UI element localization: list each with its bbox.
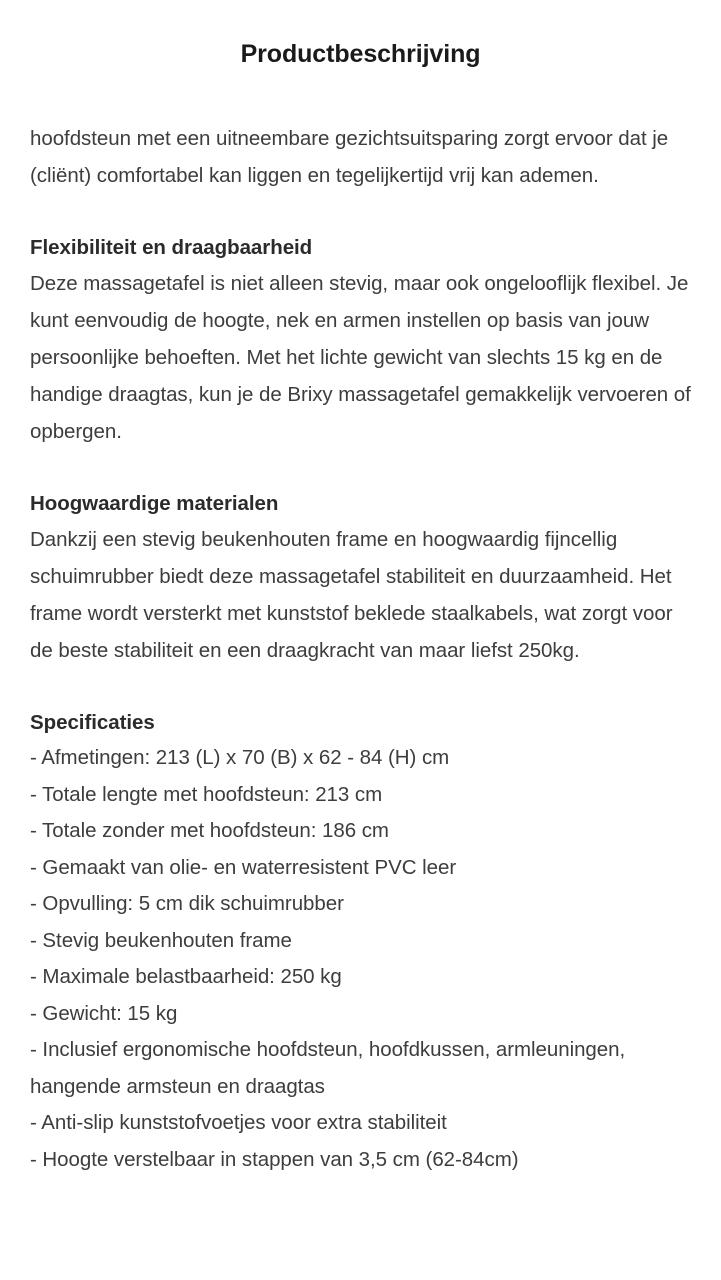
- section-heading-materialen: Hoogwaardige materialen: [30, 492, 279, 515]
- spec-item: - Stevig beukenhouten frame: [30, 928, 292, 952]
- intro-paragraph: [30, 120, 691, 194]
- spec-item: - Gemaakt van olie- en waterresistent PVC leer: [30, 855, 457, 879]
- spec-item: - Inclusief ergonomische hoofdsteun, hoofdkussen, armleuningen, hangende armsteun en draagtas: [30, 1038, 626, 1098]
- section-body-materialen: Dankzij een stevig beukenhouten frame en hoogwaardig fijncellig schuimrubber biedt deze massagetafel stabiliteit en duurzaamheid. Het frame wordt versterkt met kunststof beklede staalkabels, wat zorgt voor de beste stabiliteit en een draagkracht van maar liefst 250kg.: [30, 528, 673, 662]
- section-flexibiliteit-en-draagbaarheid: [30, 232, 691, 450]
- spec-item: - Gewicht: 15 kg: [30, 1001, 178, 1025]
- spec-item: - Totale zonder met hoofdsteun: 186 cm: [30, 819, 389, 842]
- spec-item: - Afmetingen: 213 (L) x 70 (B) x 62 - 84 (H) cm: [30, 746, 450, 769]
- spec-item: - Anti-slip kunststofvoetjes voor extra stabiliteit: [30, 1111, 447, 1134]
- page-title: Productbeschrijving: [240, 40, 481, 68]
- section-specificaties: [30, 707, 691, 1178]
- spec-item: - Hoogte verstelbaar in stappen van 3,5 cm (62-84cm): [30, 1147, 519, 1171]
- description-content: [0, 120, 721, 1178]
- spec-item: - Maximale belastbaarheid: 250 kg: [30, 965, 342, 988]
- section-heading-specificaties: Specificaties: [30, 711, 155, 734]
- section-heading-flexibiliteit: Flexibiliteit en draagbaarheid: [30, 236, 313, 259]
- spec-item: - Opvulling: 5 cm dik schuimrubber: [30, 892, 344, 915]
- section-body-flexibiliteit: Deze massagetafel is niet alleen stevig, maar ook ongelooflijk flexibel. Je kunt eenvoudig de hoogte, nek en armen instellen op basis van jouw persoonlijke behoeften. Met het lichte gewicht van slechts 15 kg en de handige draagtas, kun je de Brixy massagetafel gemakkelijk vervoeren of opbergen.: [30, 272, 691, 443]
- spec-item: - Totale lengte met hoofdsteun: 213 cm: [30, 782, 383, 806]
- section-hoogwaardige-materialen: [30, 488, 691, 669]
- specifications-list: [30, 740, 691, 1178]
- intro-paragraph-text: hoofdsteun met een uitneembare gezichtsuitsparing zorgt ervoor dat je (cliënt) comfortabel kan liggen en tegelijkertijd vrij kan ademen.: [30, 127, 669, 187]
